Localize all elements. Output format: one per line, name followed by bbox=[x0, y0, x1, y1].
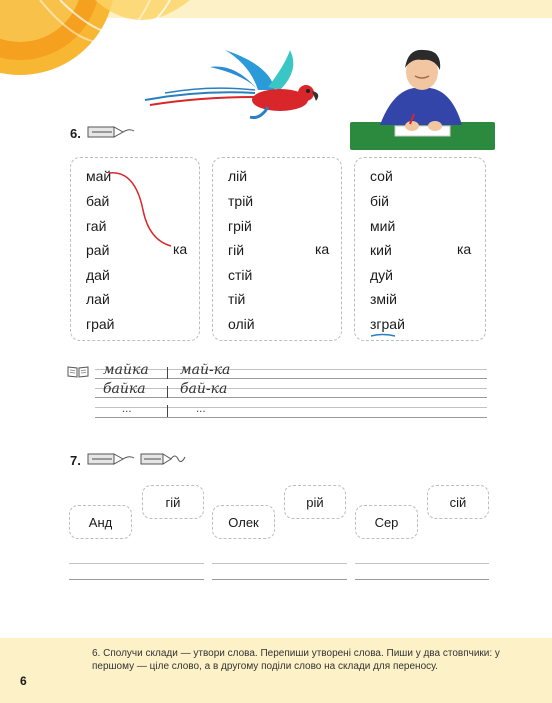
example-split-2: бай-ка bbox=[180, 381, 228, 397]
syllable-2-7[interactable]: олій bbox=[228, 316, 255, 332]
example-split-1: май-ка bbox=[180, 362, 231, 378]
name-start-1[interactable]: Анд bbox=[69, 505, 132, 539]
column-divider bbox=[167, 386, 168, 398]
writing-line bbox=[95, 388, 487, 389]
parrot-illustration bbox=[140, 45, 325, 130]
syllable-2-1[interactable]: лій bbox=[228, 168, 248, 184]
suffix-ka-1[interactable]: ка bbox=[173, 241, 188, 257]
syllable-2-5[interactable]: стій bbox=[228, 267, 253, 283]
syllable-1-7[interactable]: грай bbox=[86, 316, 115, 332]
syllable-2-4[interactable]: гій bbox=[228, 242, 245, 258]
exercise-7-number: 7. bbox=[70, 453, 81, 468]
answer-line[interactable] bbox=[69, 579, 204, 580]
name-start-2[interactable]: Олек bbox=[212, 505, 275, 539]
syllable-1-4[interactable]: рай bbox=[86, 242, 110, 258]
boy-writing-illustration bbox=[350, 40, 495, 150]
syllable-3-5[interactable]: дуй bbox=[370, 267, 393, 283]
syllable-2-6[interactable]: тій bbox=[228, 291, 246, 307]
answer-line[interactable] bbox=[69, 563, 204, 564]
syllable-3-4[interactable]: кий bbox=[370, 242, 392, 258]
syllable-1-5[interactable]: дай bbox=[86, 267, 110, 283]
syllable-2-3[interactable]: грій bbox=[228, 218, 252, 234]
example-split-3: ... bbox=[196, 404, 206, 415]
writing-line bbox=[95, 369, 487, 370]
writing-line bbox=[95, 407, 487, 408]
name-end-2[interactable]: рій bbox=[284, 485, 346, 519]
answer-line[interactable] bbox=[355, 579, 489, 580]
writing-line bbox=[95, 397, 487, 398]
writing-line bbox=[95, 378, 487, 379]
pencil-wavy-icon bbox=[140, 451, 186, 467]
syllable-1-1[interactable]: май bbox=[86, 168, 112, 184]
syllable-2-2[interactable]: трій bbox=[228, 193, 254, 209]
syllable-3-1[interactable]: сой bbox=[370, 168, 393, 184]
book-icon bbox=[67, 366, 89, 378]
page-number: 6 bbox=[20, 674, 27, 688]
syllable-3-6[interactable]: змій bbox=[370, 291, 397, 307]
answer-line[interactable] bbox=[212, 579, 347, 580]
suffix-ka-2[interactable]: ка bbox=[315, 241, 330, 257]
syllable-3-2[interactable]: бій bbox=[370, 193, 389, 209]
syllable-1-3[interactable]: гай bbox=[86, 218, 107, 234]
exercise-6-number: 6. bbox=[70, 126, 81, 141]
pencil-icon bbox=[87, 451, 135, 467]
syllable-3-7[interactable]: зграй bbox=[370, 316, 405, 332]
syllable-1-6[interactable]: лай bbox=[86, 291, 110, 307]
answer-line[interactable] bbox=[355, 563, 489, 564]
name-start-3[interactable]: Сер bbox=[355, 505, 418, 539]
underline-mark bbox=[370, 333, 396, 339]
name-end-1[interactable]: гій bbox=[142, 485, 204, 519]
instruction-footnote: 6. Сполучи склади — утвори слова. Перепиши утворені слова. Пиши у два стовпчики: у першому — ціле слово, а в другому поділи слово на склади для переносу. bbox=[92, 648, 500, 672]
writing-line bbox=[95, 417, 487, 418]
example-whole-2: байка bbox=[103, 381, 146, 397]
answer-line[interactable] bbox=[212, 563, 347, 564]
example-whole-1: майка bbox=[103, 362, 149, 378]
example-whole-3: ... bbox=[122, 404, 132, 415]
syllable-1-2[interactable]: бай bbox=[86, 193, 110, 209]
column-divider bbox=[167, 367, 168, 379]
pencil-icon bbox=[87, 124, 135, 140]
name-end-3[interactable]: сій bbox=[427, 485, 489, 519]
column-divider bbox=[167, 405, 168, 417]
connection-line bbox=[105, 170, 175, 250]
suffix-ka-3[interactable]: ка bbox=[457, 241, 472, 257]
syllable-3-3[interactable]: мий bbox=[370, 218, 396, 234]
